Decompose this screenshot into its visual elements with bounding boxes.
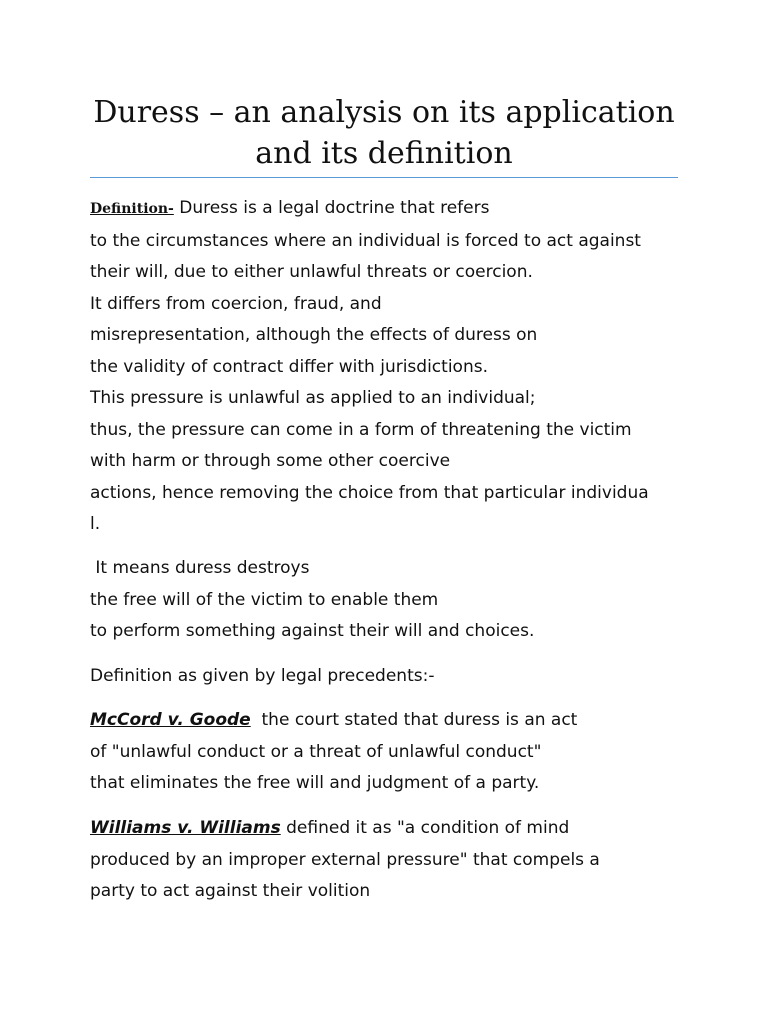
mccord-line: that eliminates the free will and judgment of a party. [90, 773, 540, 793]
williams-paragraph [90, 813, 690, 908]
precedents-paragraph [90, 661, 690, 693]
definition-line: to the circumstances where an individual is forced to act against [90, 230, 641, 251]
mccord-line: the court stated that duress is an act [250, 710, 578, 730]
definition-line: Duress is a legal doctrine that refers [173, 198, 490, 218]
definition-line: thus, the pressure can come in a form of threatening the victim [90, 419, 632, 440]
means-line: the free will of the victim to enable them [90, 589, 439, 610]
williams-first-line [90, 813, 690, 845]
definition-line: misrepresentation, although the effects of duress on [90, 325, 538, 345]
means-line: It means duress destroys [90, 558, 310, 578]
definition-line: This pressure is unlawful as applied to an individual; [90, 388, 536, 408]
document-title [90, 92, 678, 174]
means-line: to perform something against their will and choices. [90, 621, 535, 641]
definition-paragraph [90, 193, 690, 541]
mccord-first-line [90, 705, 690, 737]
mccord-line: of "unlawful conduct or a threat of unlawful conduct" [90, 741, 542, 762]
definition-line: the validity of contract differ with jurisdictions. [90, 356, 488, 377]
definition-line: It differs from coercion, fraud, and [90, 293, 382, 314]
means-paragraph [90, 553, 690, 648]
definition-label: Definition- [90, 201, 174, 217]
definition-line: with harm or through some other coercive [90, 451, 451, 471]
definition-line: actions, hence removing the choice from that particular individua [90, 482, 649, 503]
precedents-heading: Definition as given by legal precedents:- [90, 666, 435, 686]
case-name-mccord: McCord v. Goode [90, 710, 251, 730]
definition-line: l. [90, 514, 101, 534]
williams-line: produced by an improper external pressure" that compels a [90, 849, 600, 870]
definition-first-line [90, 193, 690, 226]
williams-line: defined it as "a condition of mind [280, 818, 570, 838]
case-name-williams: Williams v. Williams [90, 818, 281, 838]
title-divider [90, 177, 678, 178]
definition-line: their will, due to either unlawful threats or coercion. [90, 262, 533, 282]
mccord-paragraph [90, 705, 690, 800]
title-line-2: and its definition [255, 136, 513, 171]
williams-line: party to act against their volition [90, 881, 371, 901]
title-line-1: Duress – an analysis on its application [93, 95, 675, 130]
